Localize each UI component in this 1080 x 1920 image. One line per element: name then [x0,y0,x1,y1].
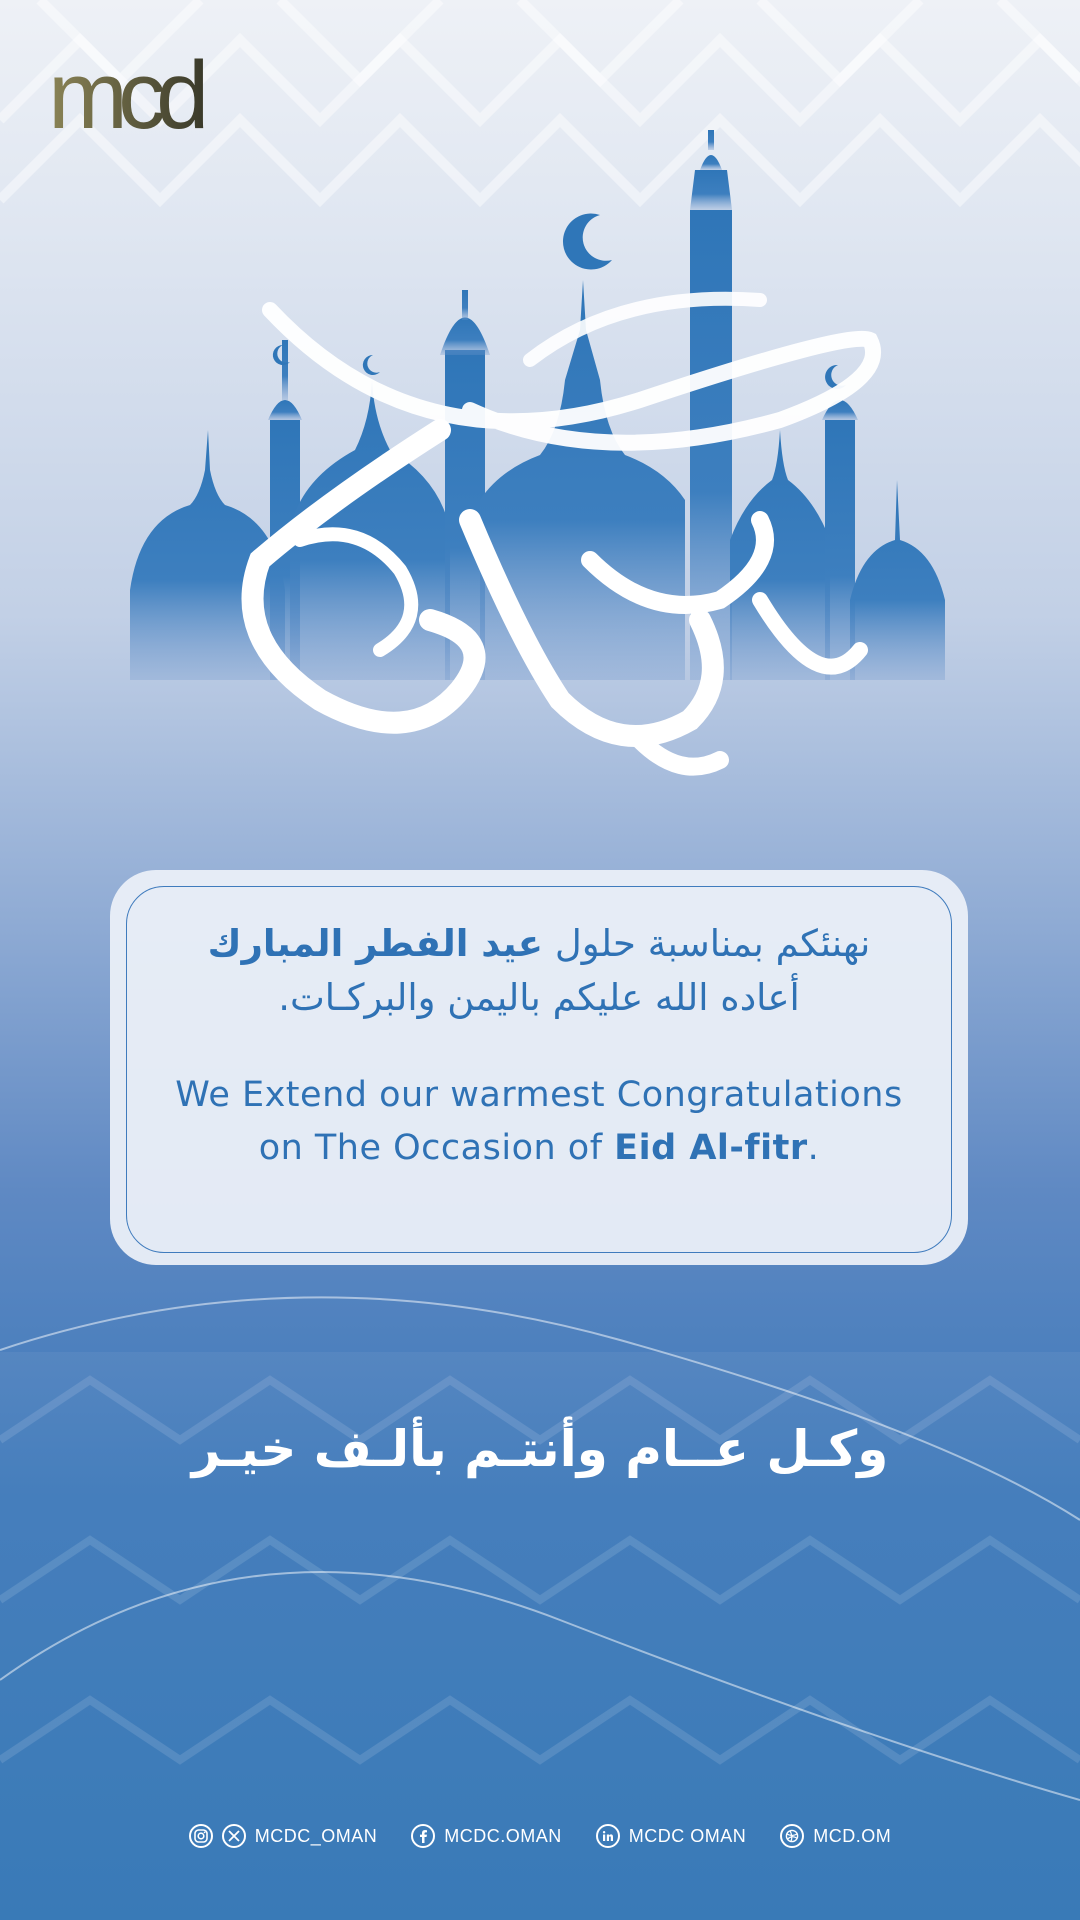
globe-icon [780,1824,804,1848]
arabic-line1-text: نهنئكم بمناسبة حلول [554,922,871,965]
social-footer [0,1818,1080,1854]
message-card-border [126,886,952,1253]
facebook-icon [411,1824,435,1848]
arabic-message [208,917,871,1025]
message-card [110,870,968,1265]
greeting-text: وكـل عــام وأنتـم بألـف خيـر [191,1420,889,1478]
english-message-line-2 [175,1122,902,1175]
x-icon [222,1824,246,1848]
mosque-calligraphy-art [0,0,1080,800]
instagram-icon [189,1824,213,1848]
arabic-message-line-2: أعاده الله عليكم باليمن والبركـات. [278,976,800,1019]
english-message-line-1: We Extend our warmest Congratulations [175,1075,903,1115]
english-message [175,1069,902,1175]
social-label-website: MCD.OM [813,1825,892,1846]
social-label-linkedin: MCDC OMAN [628,1825,747,1846]
social-item-linkedin[interactable] [596,1824,747,1848]
social-label-facebook: MCDC.OMAN [444,1825,562,1846]
social-item-facebook[interactable] [411,1824,562,1848]
linkedin-icon [596,1824,620,1848]
social-item-instagram-x[interactable] [189,1824,378,1848]
svg-text:mcd: mcd [48,52,200,136]
svg-text:عيد مبارك: عيد مبارك [498,581,582,605]
social-item-website[interactable] [780,1824,891,1848]
english-line2-period: . [807,1128,820,1168]
arabic-message-line-1 [208,917,871,971]
social-label-mcdc-oman-handle: MCDC_OMAN [254,1825,378,1846]
english-line2-text: on The Occasion of [258,1128,603,1168]
arabic-line1-bold: عيد الفطر المبارك [207,922,544,965]
eid-al-fitr-bold: Eid Al-fitr [614,1128,808,1168]
